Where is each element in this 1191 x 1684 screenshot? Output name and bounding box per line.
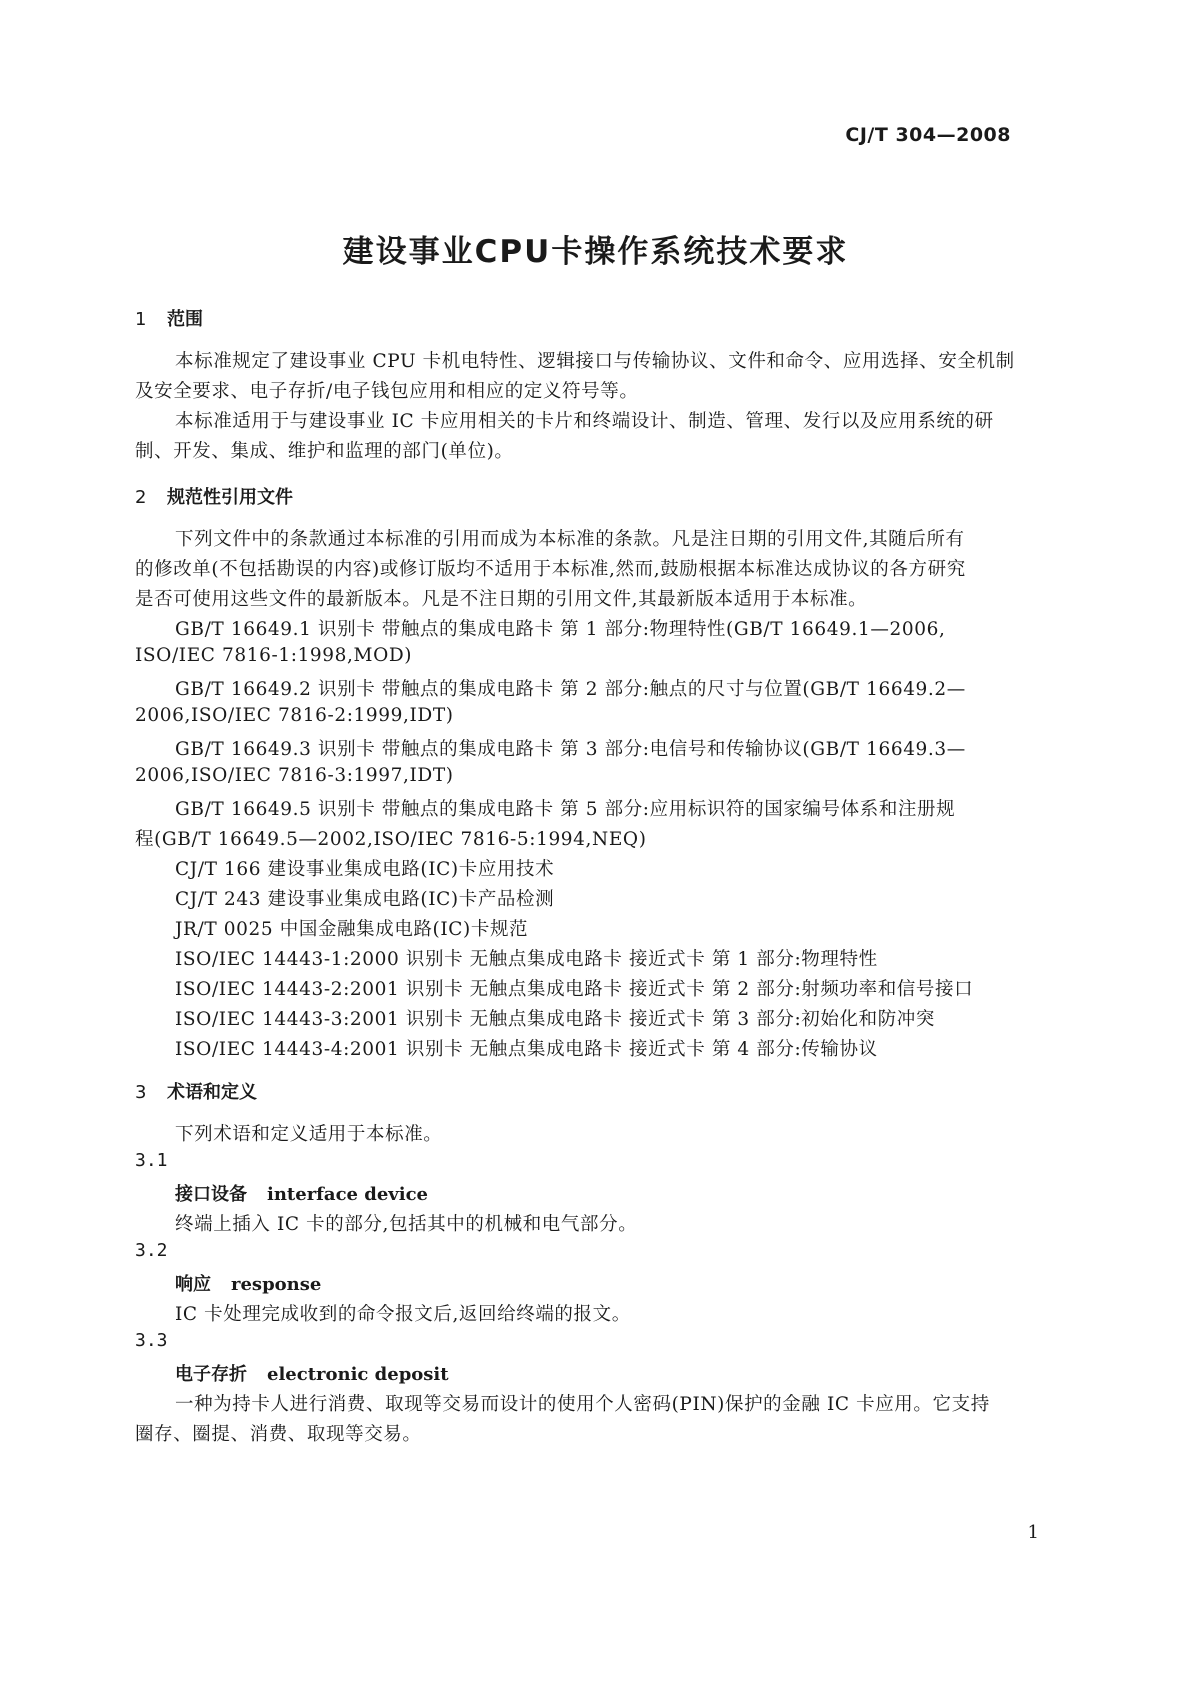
reference-line: GB/T 16649.1 识别卡 带触点的集成电路卡 第 1 部分:物理特性(GB/T 16649.1—2006, (175, 619, 946, 640)
term-definition: IC 卡处理完成收到的命令报文后,返回给终端的报文。 (175, 1304, 631, 1325)
reference-line: CJ/T 166 建设事业集成电路(IC)卡应用技术 (175, 859, 555, 880)
reference-line: GB/T 16649.3 识别卡 带触点的集成电路卡 第 3 部分:电信号和传输协议(GB/T 16649.3— (175, 739, 966, 760)
standard-number: CJ/T 304—2008 (845, 124, 1011, 146)
term-heading (175, 1360, 449, 1386)
term-definition: 终端上插入 IC 卡的部分,包括其中的机械和电气部分。 (175, 1214, 638, 1235)
paragraph-line: 本标准规定了建设事业 CPU 卡机电特性、逻辑接口与传输协议、文件和命令、应用选择、安全机制 (175, 351, 1015, 372)
reference-line: 2006,ISO/IEC 7816-3:1997,IDT) (135, 765, 454, 786)
section-heading-scope (135, 305, 203, 331)
term-en: interface device (267, 1184, 429, 1205)
term-zh: 接口设备 (175, 1184, 247, 1205)
term-number: 3.1 (135, 1150, 168, 1171)
term-number: 3.3 (135, 1330, 168, 1351)
section-number: 1 (135, 309, 147, 330)
reference-line: ISO/IEC 14443-2:2001 识别卡 无触点集成电路卡 接近式卡 第 2 部分:射频功率和信号接口 (175, 979, 974, 1000)
reference-line: ISO/IEC 7816-1:1998,MOD) (135, 645, 413, 666)
reference-line: 程(GB/T 16649.5—2002,ISO/IEC 7816-5:1994,NEQ) (135, 829, 647, 850)
section-number: 2 (135, 487, 147, 508)
section-number: 3 (135, 1082, 147, 1103)
section-title: 术语和定义 (167, 1082, 257, 1103)
reference-line: 2006,ISO/IEC 7816-2:1999,IDT) (135, 705, 454, 726)
term-zh: 电子存折 (175, 1364, 247, 1385)
term-definition: 一种为持卡人进行消费、取现等交易而设计的使用个人密码(PIN)保护的金融 IC 卡应用。它支持 (175, 1394, 990, 1415)
section-heading-terms (135, 1078, 257, 1104)
term-definition: 圈存、圈提、消费、取现等交易。 (135, 1424, 422, 1445)
paragraph-line: 下列文件中的条款通过本标准的引用而成为本标准的条款。凡是注日期的引用文件,其随后所有 (175, 529, 965, 550)
term-heading (175, 1180, 428, 1206)
paragraph-line: 的修改单(不包括勘误的内容)或修订版均不适用于本标准,然而,鼓励根据本标准达成协议的各方研究 (135, 559, 966, 580)
reference-line: GB/T 16649.5 识别卡 带触点的集成电路卡 第 5 部分:应用标识符的国家编号体系和注册规 (175, 799, 956, 820)
reference-line: ISO/IEC 14443-4:2001 识别卡 无触点集成电路卡 接近式卡 第 4 部分:传输协议 (175, 1039, 878, 1060)
section-title: 规范性引用文件 (167, 487, 293, 508)
document-title: 建设事业CPU卡操作系统技术要求 (342, 234, 849, 270)
reference-line: ISO/IEC 14443-1:2000 识别卡 无触点集成电路卡 接近式卡 第 1 部分:物理特性 (175, 949, 878, 970)
section-title: 范围 (167, 309, 203, 330)
reference-line: CJ/T 243 建设事业集成电路(IC)卡产品检测 (175, 889, 555, 910)
section-heading-normative-references (135, 483, 293, 509)
term-zh: 响应 (175, 1274, 211, 1295)
paragraph-line: 是否可使用这些文件的最新版本。凡是不注日期的引用文件,其最新版本适用于本标准。 (135, 589, 868, 610)
term-number: 3.2 (135, 1240, 168, 1261)
reference-line: GB/T 16649.2 识别卡 带触点的集成电路卡 第 2 部分:触点的尺寸与位置(GB/T 16649.2— (175, 679, 966, 700)
term-heading (175, 1270, 321, 1296)
paragraph-line: 本标准适用于与建设事业 IC 卡应用相关的卡片和终端设计、制造、管理、发行以及应用系统的研 (175, 411, 994, 432)
paragraph-line: 下列术语和定义适用于本标准。 (175, 1124, 443, 1145)
reference-line: ISO/IEC 14443-3:2001 识别卡 无触点集成电路卡 接近式卡 第 3 部分:初始化和防冲突 (175, 1009, 936, 1030)
page-number: 1 (1027, 1522, 1039, 1543)
reference-line: JR/T 0025 中国金融集成电路(IC)卡规范 (175, 919, 529, 940)
paragraph-line: 制、开发、集成、维护和监理的部门(单位)。 (135, 441, 514, 462)
term-en: electronic deposit (267, 1364, 449, 1385)
term-en: response (231, 1274, 322, 1295)
paragraph-line: 及安全要求、电子存折/电子钱包应用和相应的定义符号等。 (135, 381, 639, 402)
